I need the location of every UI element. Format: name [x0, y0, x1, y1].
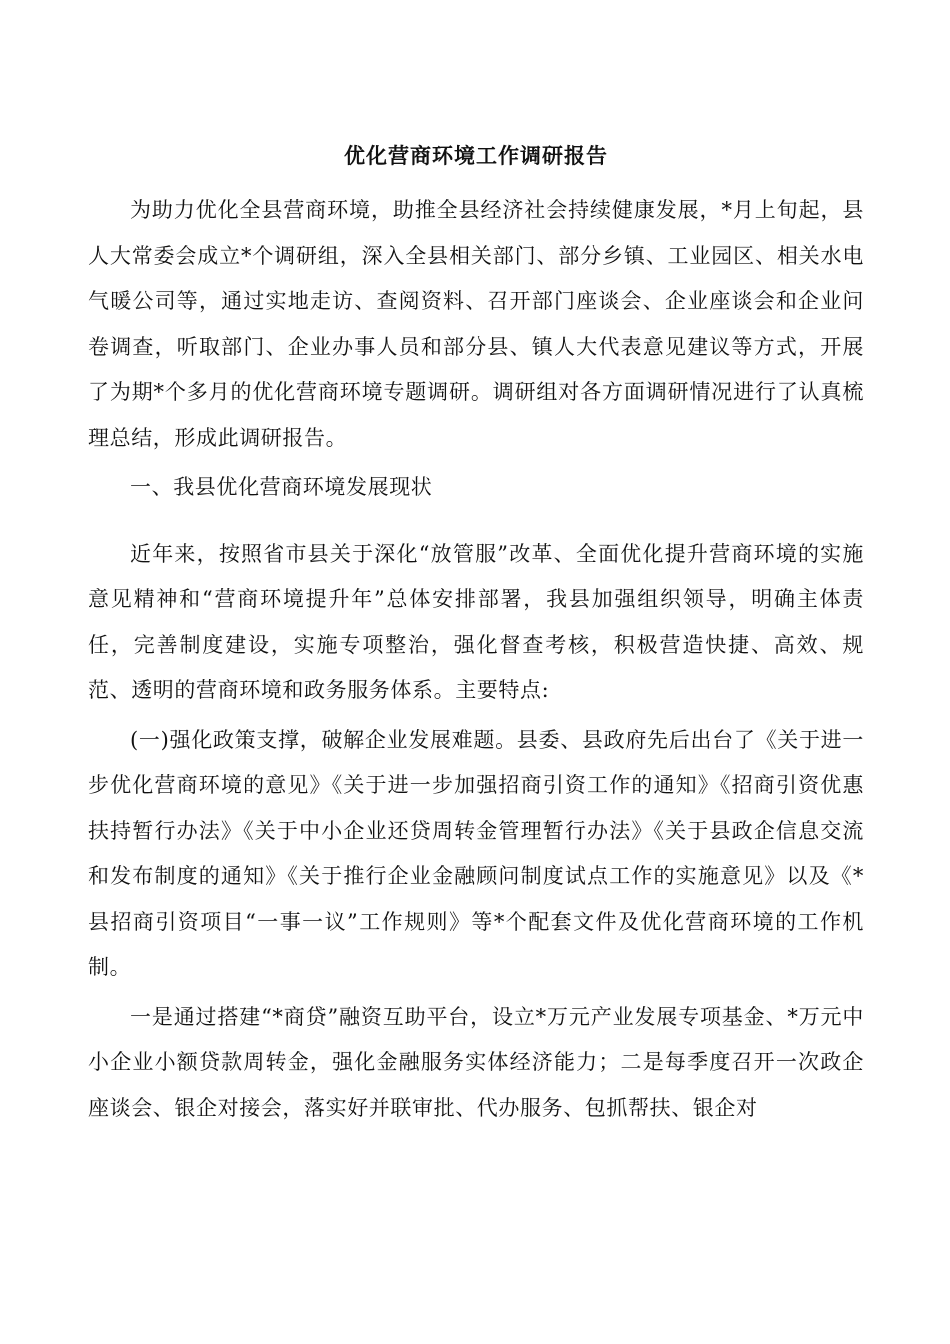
paragraph-measures: 一是通过搭建“*商贷”融资互助平台，设立*万元产业发展专项基金、*万元中小企业小额贷款周转金，强化金融服务实体经济能力；二是每季度召开一次政企座谈会、银企对接会，落实好并联审批、代办服务、包抓帮扶、银企对 — [88, 1004, 864, 1120]
paragraph-intro: 为助力优化全县营商环境，助推全县经济社会持续健康发展，*月上旬起，县人大常委会成立*个调研组，深入全县相关部门、部分乡镇、工业园区、相关水电气暖公司等，通过实地走访、查阅资料、召开部门座谈会、企业座谈会和企业问卷调查，听取部门、企业办事人员和部分县、镇人大代表意见建议等方式，开展了为期*个多月的优化营商环境专题调研。调研组对各方面调研情况进行了认真梳理总结，形成此调研报告。 — [88, 198, 864, 450]
document-body — [88, 136, 864, 1131]
section-heading-1: 一、我县优化营商环境发展现状 — [130, 475, 433, 499]
document-title: 优化营商环境工作调研报告 — [344, 143, 608, 168]
paragraph-policy-support: (一)强化政策支撑，破解企业发展难题。县委、县政府先后出台了《关于进一步优化营商环境的意见》《关于进一步加强招商引资工作的通知》《招商引资优惠扶持暂行办法》《关于中小企业还贷周转金管理暂行办法》《关于县政企信息交流和发布制度的通知》《关于推行企业金融顾问制度试点工作的实施意见》以及《*县招商引资项目“一事一议”工作规则》等*个配套文件及优化营商环境的工作机制。 — [88, 727, 864, 979]
paragraph-status: 近年来，按照省市县关于深化“放管服”改革、全面优化提升营商环境的实施意见精神和“营商环境提升年”总体安排部署，我县加强组织领导，明确主体责任，完善制度建设，实施专项整治，强化督查考核，积极营造快捷、高效、规范、透明的营商环境和政务服务体系。主要特点: — [88, 541, 864, 702]
